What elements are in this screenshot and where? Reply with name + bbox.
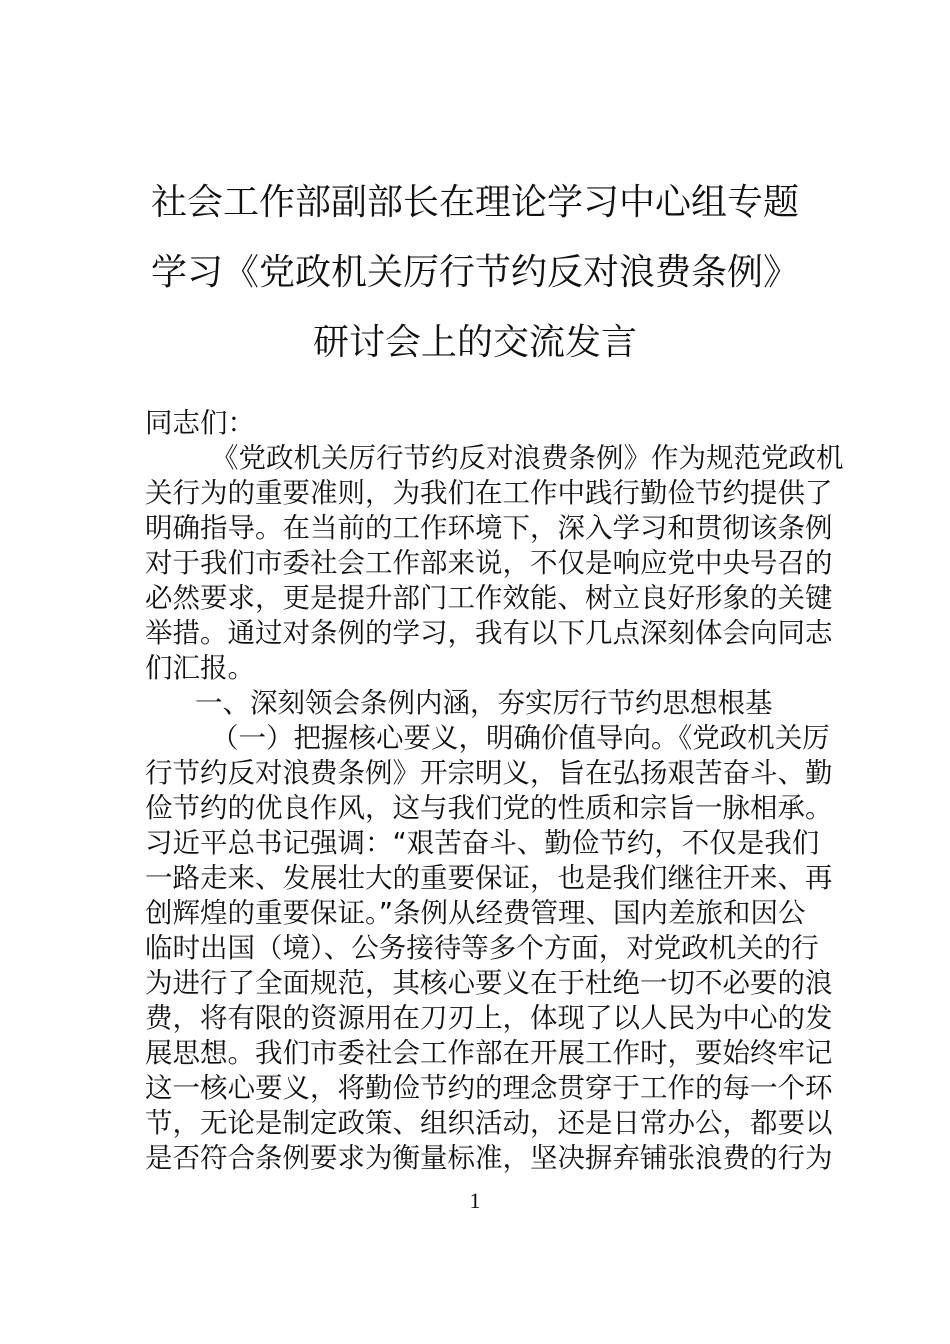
title-line-1: 社会工作部副部长在理论学习中心组专题 xyxy=(150,182,799,223)
title-line-3: 研讨会上的交流发言 xyxy=(312,322,637,363)
section-heading: 一、深刻领会条例内涵，夯实厉行节约思想根基 xyxy=(195,687,773,719)
document-title xyxy=(145,168,805,378)
body-line: 关行为的重要准则，为我们在工作中践行勤俭节约提供了 xyxy=(145,477,833,509)
body-line: 明确指导。在当前的工作环境下，深入学习和贯彻该条例 xyxy=(145,512,833,544)
body-line: 为进行了全面规范，其核心要义在于杜绝一切不必要的浪 xyxy=(145,967,833,999)
title-line-2: 学习《党政机关厉行节约反对浪费条例》 xyxy=(150,252,799,293)
salutation: 同志们： xyxy=(145,407,255,439)
body-line: 创辉煌的重要保证。”条例从经费管理、国内差旅和因公 xyxy=(145,897,806,929)
body-line: 展思想。我们市委社会工作部在开展工作时，要始终牢记 xyxy=(145,1037,833,1069)
page-number: 1 xyxy=(469,1188,481,1213)
body-line: 习近平总书记强调：“艰苦奋斗、勤俭节约，不仅是我们 xyxy=(145,827,820,859)
document-body xyxy=(145,406,844,1176)
body-line: 们汇报。 xyxy=(145,652,255,684)
body-line: 举措。通过对条例的学习，我有以下几点深刻体会向同志 xyxy=(145,617,833,649)
subsection-heading-line: （一）把握核心要义，明确价值导向。《党政机关厉 xyxy=(211,722,830,754)
body-line: 费，将有限的资源用在刀刃上，体现了以人民为中心的发 xyxy=(145,1002,833,1034)
body-line: 行节约反对浪费条例》开宗明义，旨在弘扬艰苦奋斗、勤 xyxy=(145,757,833,789)
body-line: 一路走来、发展壮大的重要保证，也是我们继往开来、再 xyxy=(145,862,833,894)
body-line: 节，无论是制定政策、组织活动，还是日常办公，都要以 xyxy=(145,1107,833,1139)
body-line: 俭节约的优良作风，这与我们党的性质和宗旨一脉相承。 xyxy=(145,792,833,824)
body-line: 这一核心要义，将勤俭节约的理念贯穿于工作的每一个环 xyxy=(145,1072,833,1104)
body-line: 对于我们市委社会工作部来说，不仅是响应党中央号召的 xyxy=(145,547,833,579)
body-line: 必然要求，更是提升部门工作效能、树立良好形象的关键 xyxy=(145,582,833,614)
body-line: 临时出国（境）、公务接待等多个方面，对党政机关的行 xyxy=(145,932,819,964)
body-line: 《党政机关厉行节约反对浪费条例》作为规范党政机 xyxy=(211,442,844,474)
body-line: 是否符合条例要求为衡量标准，坚决摒弃铺张浪费的行为 xyxy=(145,1142,833,1174)
